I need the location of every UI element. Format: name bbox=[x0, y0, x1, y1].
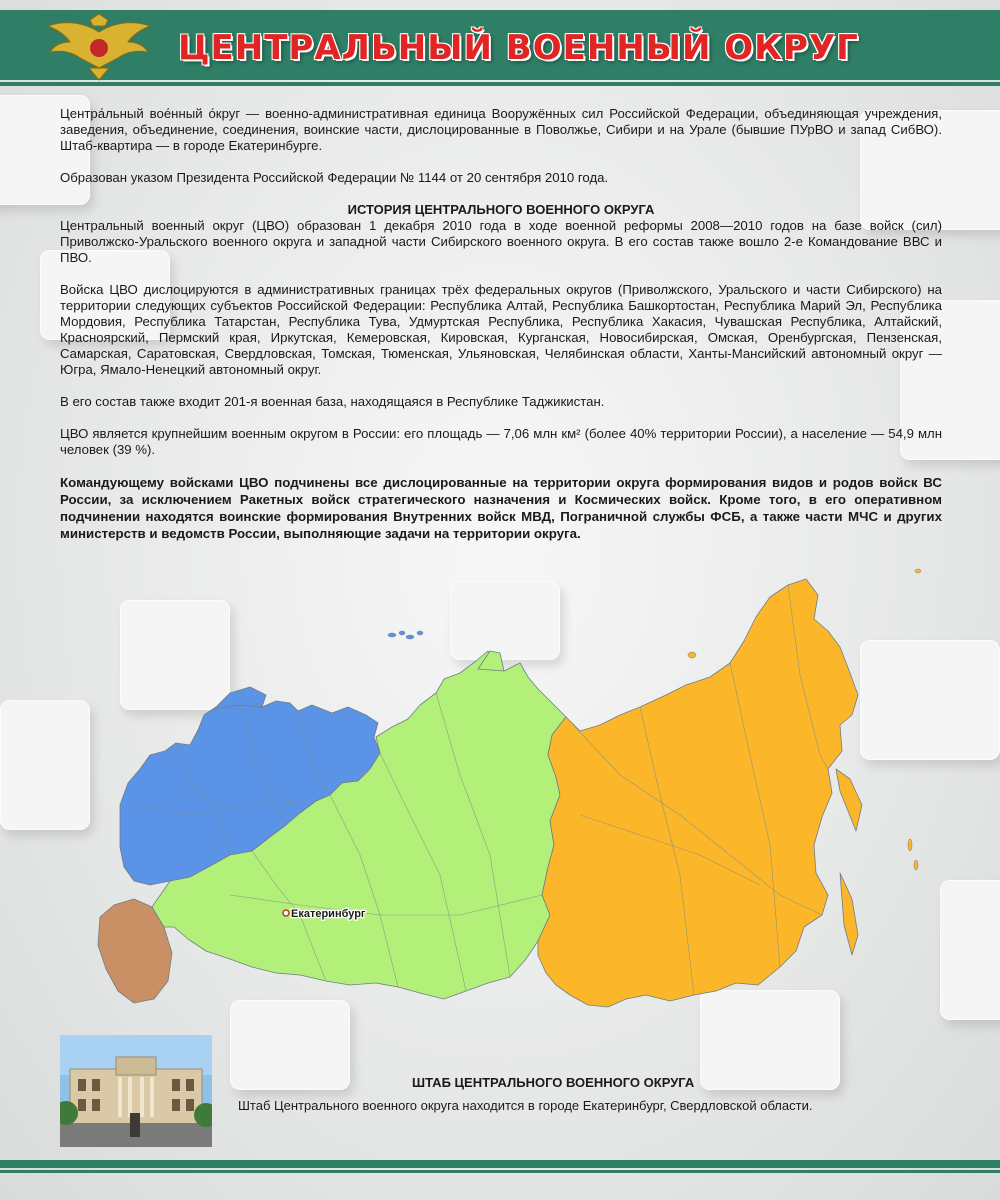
ekaterinburg-label: Екатеринбург bbox=[291, 908, 366, 920]
history-heading: ИСТОРИЯ ЦЕНТРАЛЬНОГО ВОЕННОГО ОКРУГА bbox=[347, 202, 655, 217]
hq-heading: ШТАБ ЦЕНТРАЛЬНОГО ВОЕННОГО ОКРУГА bbox=[412, 1075, 695, 1090]
hq-description: Штаб Центрального военного округа находится в городе Екатеринбург, Свердловской области. bbox=[238, 1098, 813, 1113]
history-paragraph-2: Войска ЦВО дислоцируются в административных границах трёх федеральных округов (Приволжского, Уральского и части Сибирского) на территории следующих субъектов Российской Федерации: Республика Алтай, Республика Башкортостан, Республика Марий Эл, Республика Мордовия, Республика Татарстан, Республика Тува, Удмуртская Республика, Республика Хакасия, Чувашская Республика, Алтайский, Красноярский, Пермский края, Иркутская, Кемеровская, Кировская, Курганская, Новосибирская, Омская, Оренбургская, Пензенская, Самарская, Саратовская, Свердловская, Томская, Тюменская, Ульяновская, Челябинская области, Ханты-Мансийский автономный округ — Югра, Ямало-Ненецкий автономный округ. bbox=[60, 282, 942, 377]
page-title: ЦЕНТРАЛЬНЫЙ ВОЕННЫЙ ОКРУГ bbox=[178, 28, 859, 68]
double-headed-eagle-emblem-icon bbox=[44, 12, 154, 82]
history-paragraph-4: ЦВО является крупнейшим военным округом в России: его площадь — 7,06 млн км² (более 40% территории России), а население — 54,9 млн человек (39 %). bbox=[60, 426, 942, 457]
bg-tile bbox=[0, 700, 90, 830]
history-paragraph-3: В его состав также входит 201-я военная база, находящаяся в Республике Таджикистан. bbox=[60, 394, 605, 409]
intro-paragraph-1: Центра́льный вое́нный о́круг — военно-административная единица Вооружённых сил Российской Федерации, объединяющая учреждения, заведения, объединение, соединения, воинские части, дислоцированные в Поволжье, Сибири и на Урале (бывшие ПУрВО и запад СибВО). Штаб-квартира — в городе Екатеринбурге. bbox=[60, 106, 942, 153]
footer-stripe bbox=[0, 1160, 1000, 1168]
history-paragraph-1: Центральный военный округ (ЦВО) образован 1 декабря 2010 года в ходе военной реформы 2008—2010 годов на базе войск (сил) Приволжско-Уральского военного округа и западной части Сибирского военного округа. В его состав также вошло 2-е Командование ВВС и ПВО. bbox=[60, 218, 942, 265]
bg-tile bbox=[940, 880, 1000, 1020]
ekaterinburg-marker-icon bbox=[283, 910, 289, 916]
header-stripe bbox=[0, 82, 1000, 86]
eastern-district-region bbox=[538, 579, 858, 1007]
history-paragraph-5: Командующему войсками ЦВО подчинены все дислоцированные на территории округа формирования видов и родов войск ВС России, за исключением Ракетных войск стратегического назначения и Космических войск. Кроме того, в его оперативном подчинении находятся воинские формирования Внутренних войск МВД, Пограничной службы ФСБ, а также части МЧС и других министерств и ведомств России, выполняющие задачи на территории округа. bbox=[60, 475, 942, 541]
military-districts-map bbox=[80, 555, 940, 1055]
hq-building-photo bbox=[60, 1035, 212, 1147]
main-content bbox=[60, 106, 942, 558]
footer-stripe-thin bbox=[0, 1170, 1000, 1173]
intro-paragraph-2: Образован указом Президента Российской Федерации № 1144 от 20 сентября 2010 года. bbox=[60, 170, 609, 185]
